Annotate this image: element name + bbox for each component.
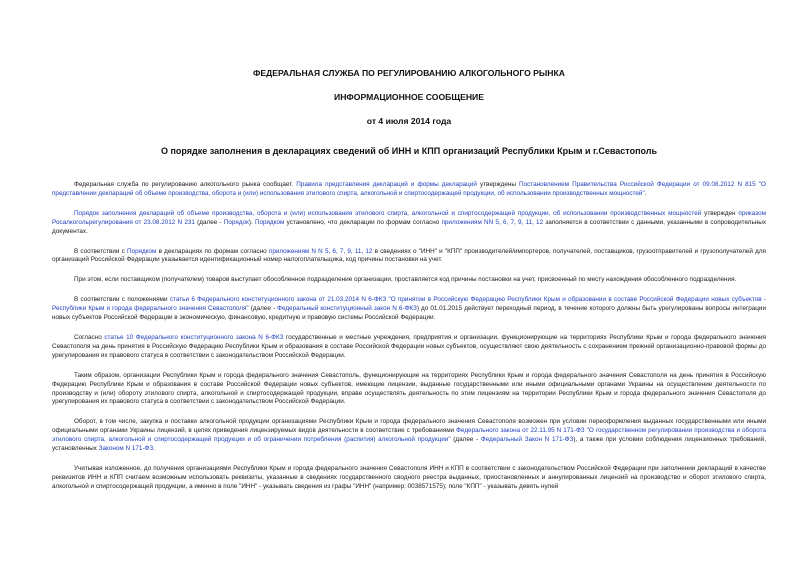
paragraph-text: .	[153, 445, 155, 453]
paragraph-text: в сведениях о "ИНН" и "КПП" производителей/импортеров, получателей, поставщиков, грузоотправителей и грузополучателей для организаций Российской Федерации указывается идентификационный номер налогоплательщика, код причины постановки на учет.	[52, 247, 766, 264]
document-link[interactable]: Законом N 171-ФЗ	[98, 445, 154, 453]
body-paragraph	[52, 296, 766, 323]
paragraph-text: Оборот, в том числе, закупка и поставки алкогольной продукции организациями Республики Крым и города федерального значения Севастополя возможен при условии переоформления выданных государственными или иными официальными органами Украины лицензий, в целях приведения лицензируемых видов деятельности в соответствие с требованиями	[52, 418, 766, 435]
body-paragraph	[52, 210, 766, 237]
document-link[interactable]: приказом Росалкогольрегулирования от 23.08.2012 N 231	[52, 209, 766, 226]
document-title: О порядке заполнения в декларациях сведений об ИНН и КПП организаций Республики Крым и г.Севастополь	[160, 146, 658, 156]
body-paragraph	[52, 465, 766, 492]
body-paragraph	[52, 418, 766, 454]
paragraph-text: Таким образом, организации Республики Крым и города федерального значения Севастополь, функционирующие на территориях Республики Крым и города федерального значения Севастополя на день принятия в Российскую Федерацию Республики Крым и образования в составе Российской Федерации новых субъектов, имеющие лицензии, выданные государственными или иными официальными органами Украины на осуществление деятельности по производству и (или) обороту этилового спирта, алкогольной и спиртосодержащей продукции, вправе осуществлять деятельность по этим лицензиям на территории Республики Крым и города федерального значения Севастополя до урегулирования их правового статуса в соответствии с законодательством Российской Федерации.	[52, 371, 766, 406]
document-link[interactable]: приложениям N N 5, 6, 7, 9, 11, 12	[268, 247, 373, 255]
document-link[interactable]: статье 10 Федерального конституционного закона N 6-ФКЗ	[104, 333, 284, 341]
paragraph-text: ), а также при условии соблюдения лицензионных требований, установленных	[52, 436, 766, 453]
document-date: от 4 июля 2014 года	[366, 116, 452, 126]
document-link[interactable]: Федеральный Закон N 171-ФЗ	[480, 436, 574, 444]
paragraph-text: В соответствии с положениями	[74, 296, 170, 304]
paragraph-text: утвержден	[701, 209, 739, 217]
paragraph-text: заполняется в соответствии с данными, указанными в сопроводительных документах.	[52, 218, 767, 235]
paragraph-text: государственные и местные учреждения, предприятия и организации, функционирующие на территориях Республики Крым и города федерального значения Севастополя на день принятия в Российскую Федерацию Республики Крым и образования в составе Российской Федерации новых субъектов, осуществляют свою деятельность с сохранением прежней организационно-правовой формы до урегулирования их правового статуса в соответствии с законодательством Российской Федерации.	[52, 333, 766, 359]
document-link[interactable]: Федеральный конституционный закон N 6-ФКЗ	[277, 305, 417, 313]
body-paragraph	[52, 334, 766, 361]
document-link[interactable]: Порядком	[254, 218, 285, 226]
document-body	[52, 181, 766, 492]
document-page	[52, 64, 766, 492]
paragraph-text: ) до 01.01.2015 действует переходный период, в течение которого должны быть урегулированы вопросы интеграции новых субъектов Российской Федерации в экономическую, финансовую, кредитную и правовую системы Российской Федерации.	[52, 305, 766, 322]
document-link[interactable]: приложениям NN 5, 6, 7, 9, 11, 12	[441, 218, 544, 226]
document-link[interactable]: Федерального закона от 22.11.95 N 171-ФЗ "О государственном регулировании производства и оборота этилового спирта, алкогольной и спиртосодержащей продукции и об ограничении потребления (распития) алкогольной продукции"	[52, 427, 766, 444]
paragraph-text: утверждены	[476, 181, 520, 188]
body-paragraph	[52, 248, 766, 266]
body-paragraph	[52, 276, 766, 285]
paragraph-text: установлено, что декларации по формам согласно	[284, 218, 442, 226]
paragraph-text: Федеральная служба по регулированию алкогольного рынка сообщает.	[74, 181, 297, 188]
document-link[interactable]: Порядок заполнения деклараций об объеме производства, оборота и (или) использования этилового спирта, алкогольной и спиртосодержащей продукции, об использовании производственных мощностей	[74, 209, 702, 217]
paragraph-text: (далее -	[248, 305, 278, 313]
paragraph-text: В соответствии с	[74, 247, 127, 255]
paragraph-text: (далее -	[194, 218, 224, 226]
paragraph-text: ).	[248, 218, 255, 226]
paragraph-text: Согласно	[74, 333, 105, 341]
paragraph-text: Учитывая изложенное, до получения организациями Республики Крым и города федерального значения Севастополя ИНН и КПП в соответствии с законодательством Российской Федерации при заполнении деклараций в качестве реквизитов ИНН и КПП считаем возможным использовать реквизиты, указанные в сведениях государственного сводного реестра выданных, приостановленных и аннулированных лицензий на производство и оборот этилового спирта, алкогольной и спиртосодержащей продукции, а именно в поле "ИНН" - указывать сведения из графы "ИНН" (например: 0038571575); поле "КПП" - указывать девять нулей	[52, 464, 766, 490]
document-link[interactable]: Порядком	[127, 247, 157, 255]
body-paragraph	[52, 372, 766, 408]
document-type-heading: ИНФОРМАЦИОННОЕ СООБЩЕНИЕ	[334, 92, 484, 102]
paragraph-text: в декларациях по формам согласно	[156, 247, 269, 255]
document-link[interactable]: статьи 6 Федерального конституционного закона от 21.03.2014 N 6-ФКЗ "О принятии в Российскую Федерацию Республики Крым и образовании в составе Российской Федерации новых субъектов - Республики Крым и города федерального значения Севастополя"	[52, 296, 766, 313]
document-link[interactable]: Правила представления деклараций и формы деклараций	[296, 181, 477, 188]
body-paragraph	[52, 181, 766, 199]
paragraph-text: (далее -	[450, 436, 481, 444]
agency-heading: ФЕДЕРАЛЬНАЯ СЛУЖБА ПО РЕГУЛИРОВАНИЮ АЛКОГОЛЬНОГО РЫНКА	[253, 68, 565, 78]
paragraph-text: .	[644, 189, 647, 197]
document-link[interactable]: Постановлением Правительства Российской Федерации от 09.08.2012 N 815 "О представлении деклараций об объеме производства, оборота и (или) использования этилового спирта, алкогольной и спиртосодержащей продукции, об использовании производственных мощностей"	[52, 181, 766, 197]
paragraph-text: При этом, если поставщиком (получателем) товаров выступает обособленное подразделение организации, проставляется код причины постановки на учет, присвоенный по месту нахождения обособленного подразделения.	[74, 276, 737, 284]
document-link[interactable]: Порядок	[223, 218, 249, 226]
